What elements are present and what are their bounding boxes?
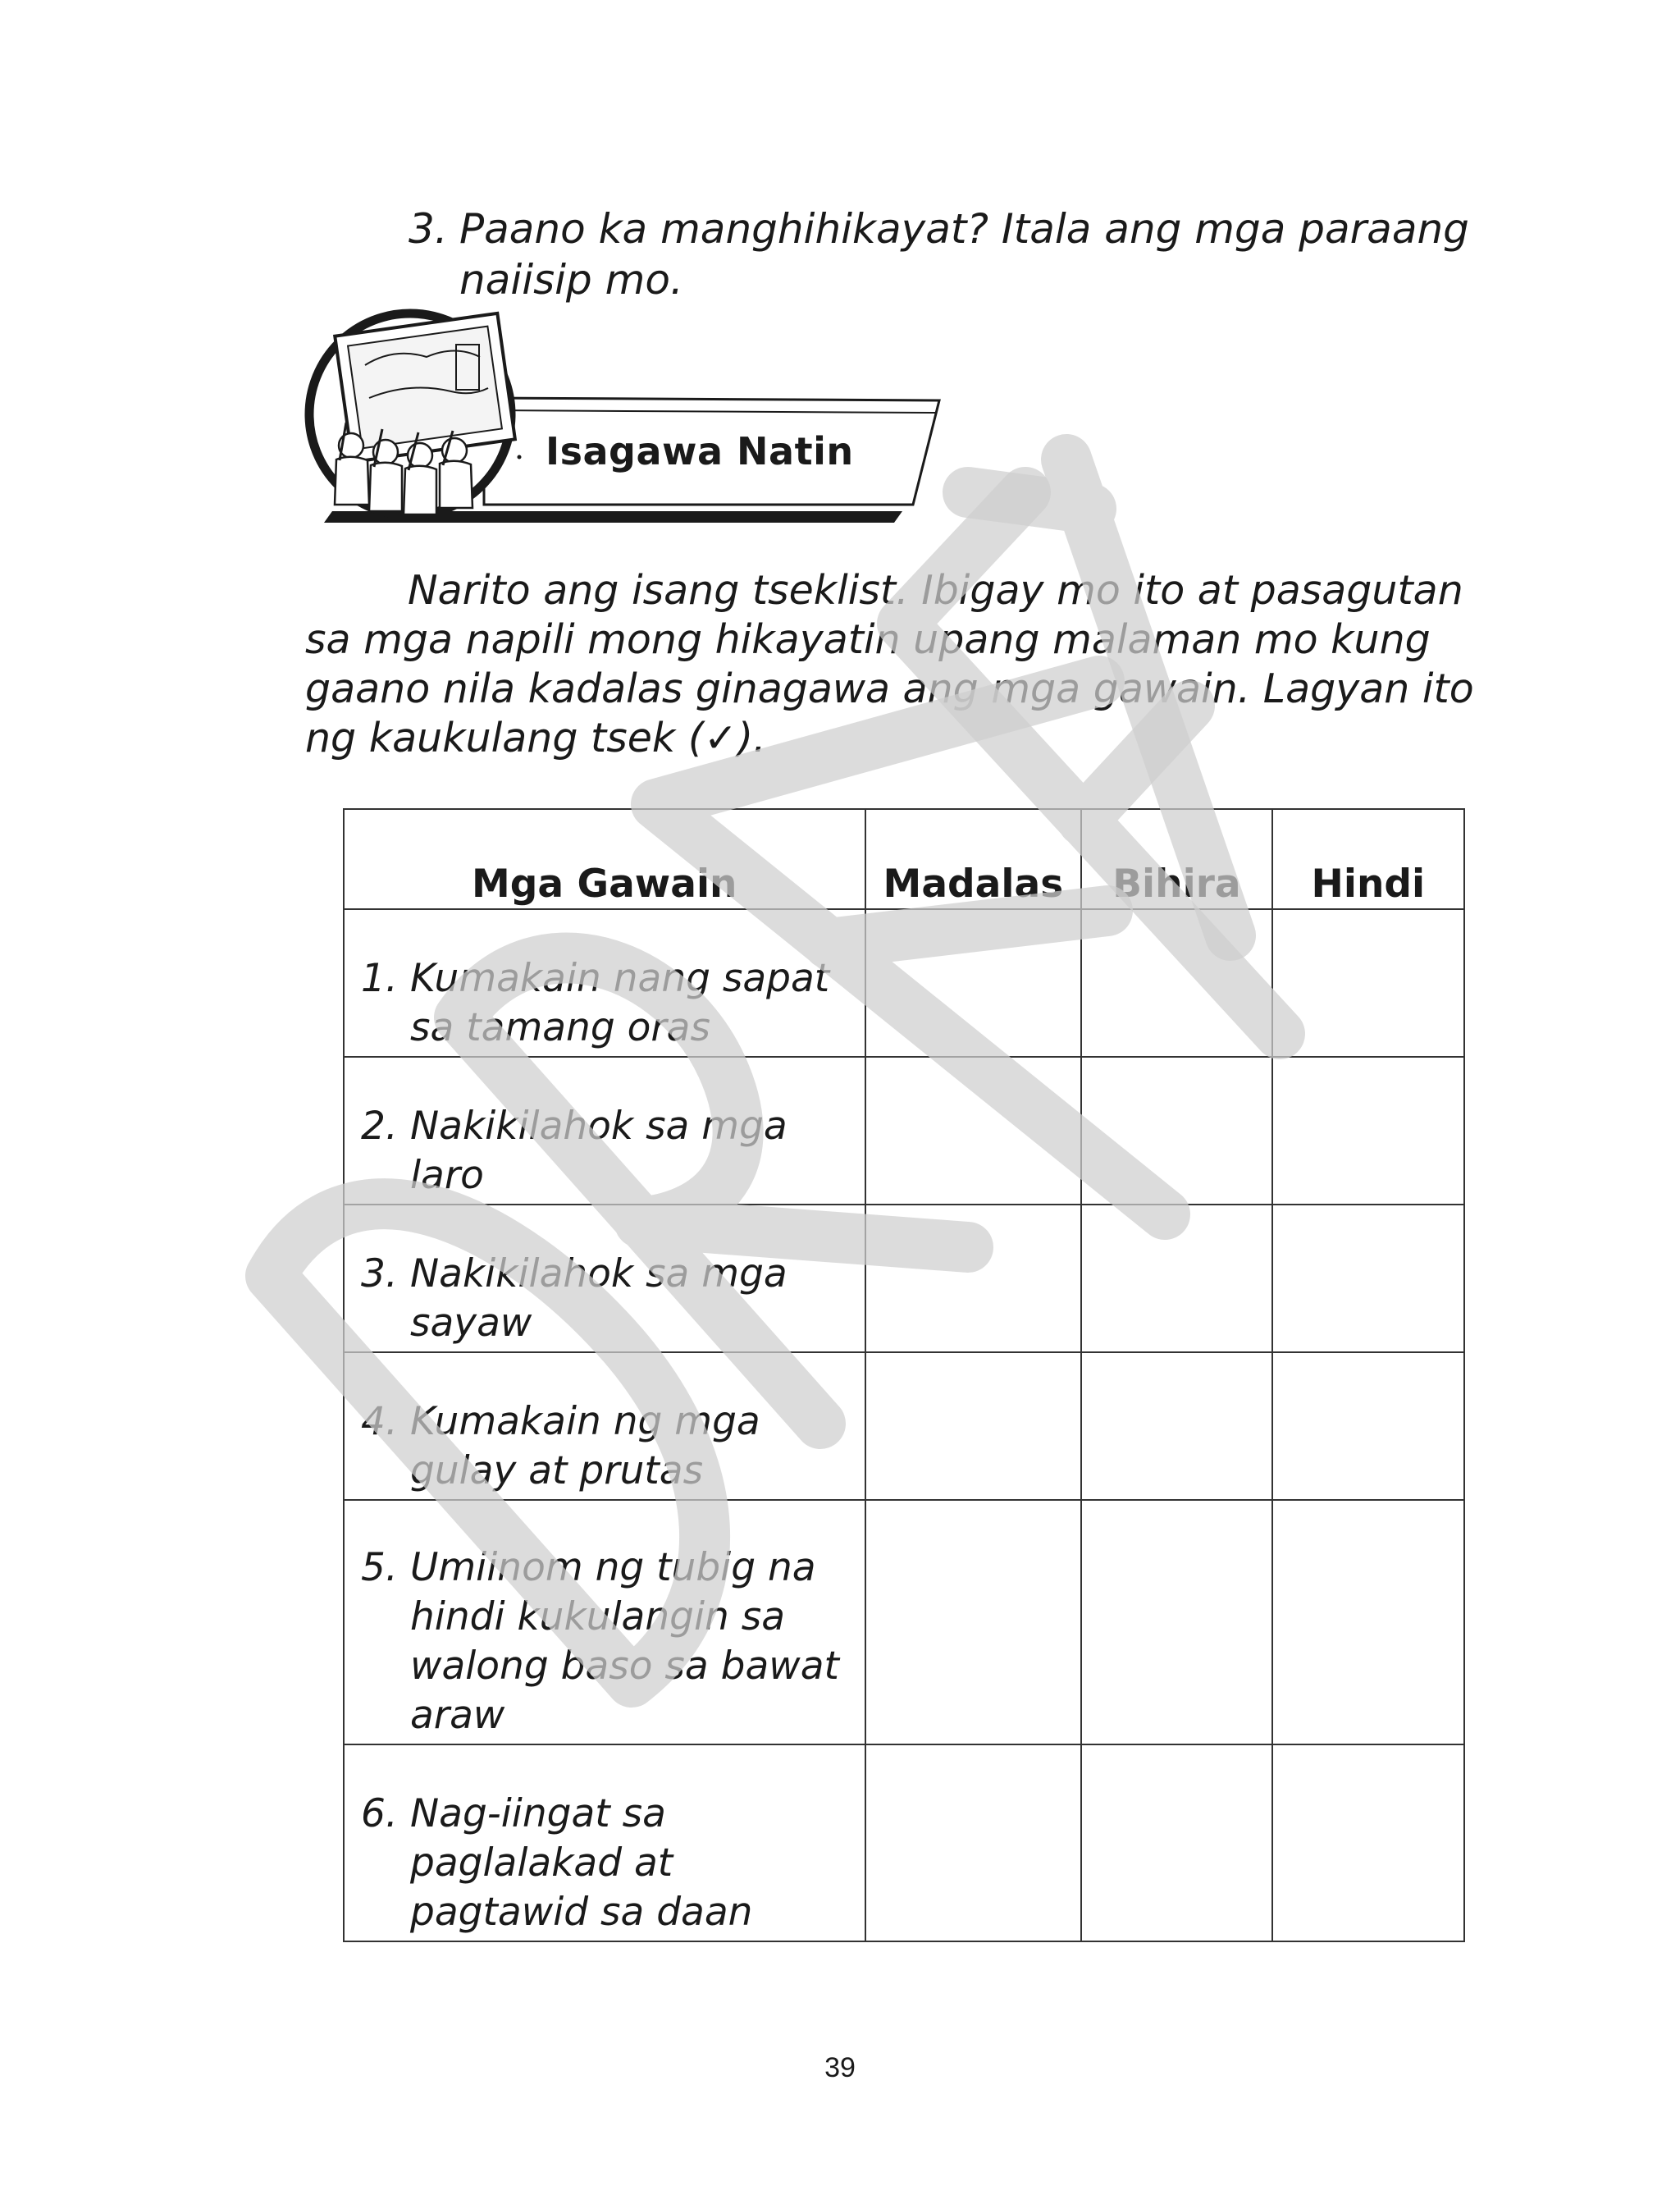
table-row [344,1352,1464,1500]
check-cell-hindi[interactable] [1272,1500,1464,1744]
instruction-paragraph: Narito ang isang tseklist. Ibigay mo ito at pasagutan sa mga napili mong hikayatin upang malaman mo kung gaano nila kadalas ginagawa ang mga gawain. Lagyan ito ng kaukulang tsek (✓). [305,567,1474,761]
check-cell-bihira[interactable] [1081,909,1271,1057]
header-madalas: Madalas [865,809,1082,909]
section-title: Isagawa Natin [546,429,854,473]
task-number: 2. [361,1104,398,1149]
check-cell-bihira[interactable] [1081,1744,1271,1941]
check-cell-hindi[interactable] [1272,1205,1464,1352]
task-number: 3. [361,1251,398,1296]
header-mga-gawain: Mga Gawain [344,809,865,909]
check-cell-madalas[interactable] [865,1352,1082,1500]
check-cell-madalas[interactable] [865,1205,1082,1352]
task-number: 1. [361,956,398,1001]
check-cell-hindi[interactable] [1272,1352,1464,1500]
header-bihira: Bihira [1081,809,1271,909]
task-cell [344,1500,865,1744]
table-row [344,1500,1464,1744]
task-cell [344,909,865,1057]
check-cell-hindi[interactable] [1272,1057,1464,1205]
check-cell-bihira[interactable] [1081,1057,1271,1205]
task-text: Nakikilahok sa mga laro [410,1104,788,1198]
task-text: Nag-iingat sa paglalakad at pagtawid sa daan [410,1791,753,1935]
page-number: 39 [824,2052,856,2083]
check-cell-bihira[interactable] [1081,1352,1271,1500]
check-cell-madalas[interactable] [865,1500,1082,1744]
task-number: 4. [361,1399,398,1444]
table-row [344,1744,1464,1941]
check-cell-bihira[interactable] [1081,1500,1271,1744]
task-text: Kumakain ng mga gulay at prutas [410,1399,760,1493]
task-number: 6. [361,1791,398,1836]
table-row [344,909,1464,1057]
checklist-table [343,808,1465,1942]
check-cell-madalas[interactable] [865,909,1082,1057]
check-cell-madalas[interactable] [865,1744,1082,1941]
task-text: Kumakain nang sapat sa tamang oras [410,956,830,1050]
task-cell [344,1744,865,1941]
task-text: Nakikilahok sa mga sayaw [410,1251,788,1346]
header-hindi: Hindi [1272,809,1464,909]
check-cell-madalas[interactable] [865,1057,1082,1205]
question-3 [409,203,1491,305]
task-cell [344,1057,865,1205]
task-number: 5. [361,1545,398,1590]
question-text: Paano ka manghihikayat? Itala ang mga paraang naiisip mo. [459,205,1469,304]
check-cell-bihira[interactable] [1081,1205,1271,1352]
check-cell-hindi[interactable] [1272,1744,1464,1941]
table-row [344,1205,1464,1352]
section-banner [304,299,960,525]
table-row [344,1057,1464,1205]
check-cell-hindi[interactable] [1272,909,1464,1057]
task-cell [344,1205,865,1352]
task-text: Umiinom ng tubig na hindi kukulangin sa walong baso sa bawat araw [410,1545,839,1738]
question-number: 3. [409,205,448,253]
task-cell [344,1352,865,1500]
table-header-row [344,809,1464,909]
